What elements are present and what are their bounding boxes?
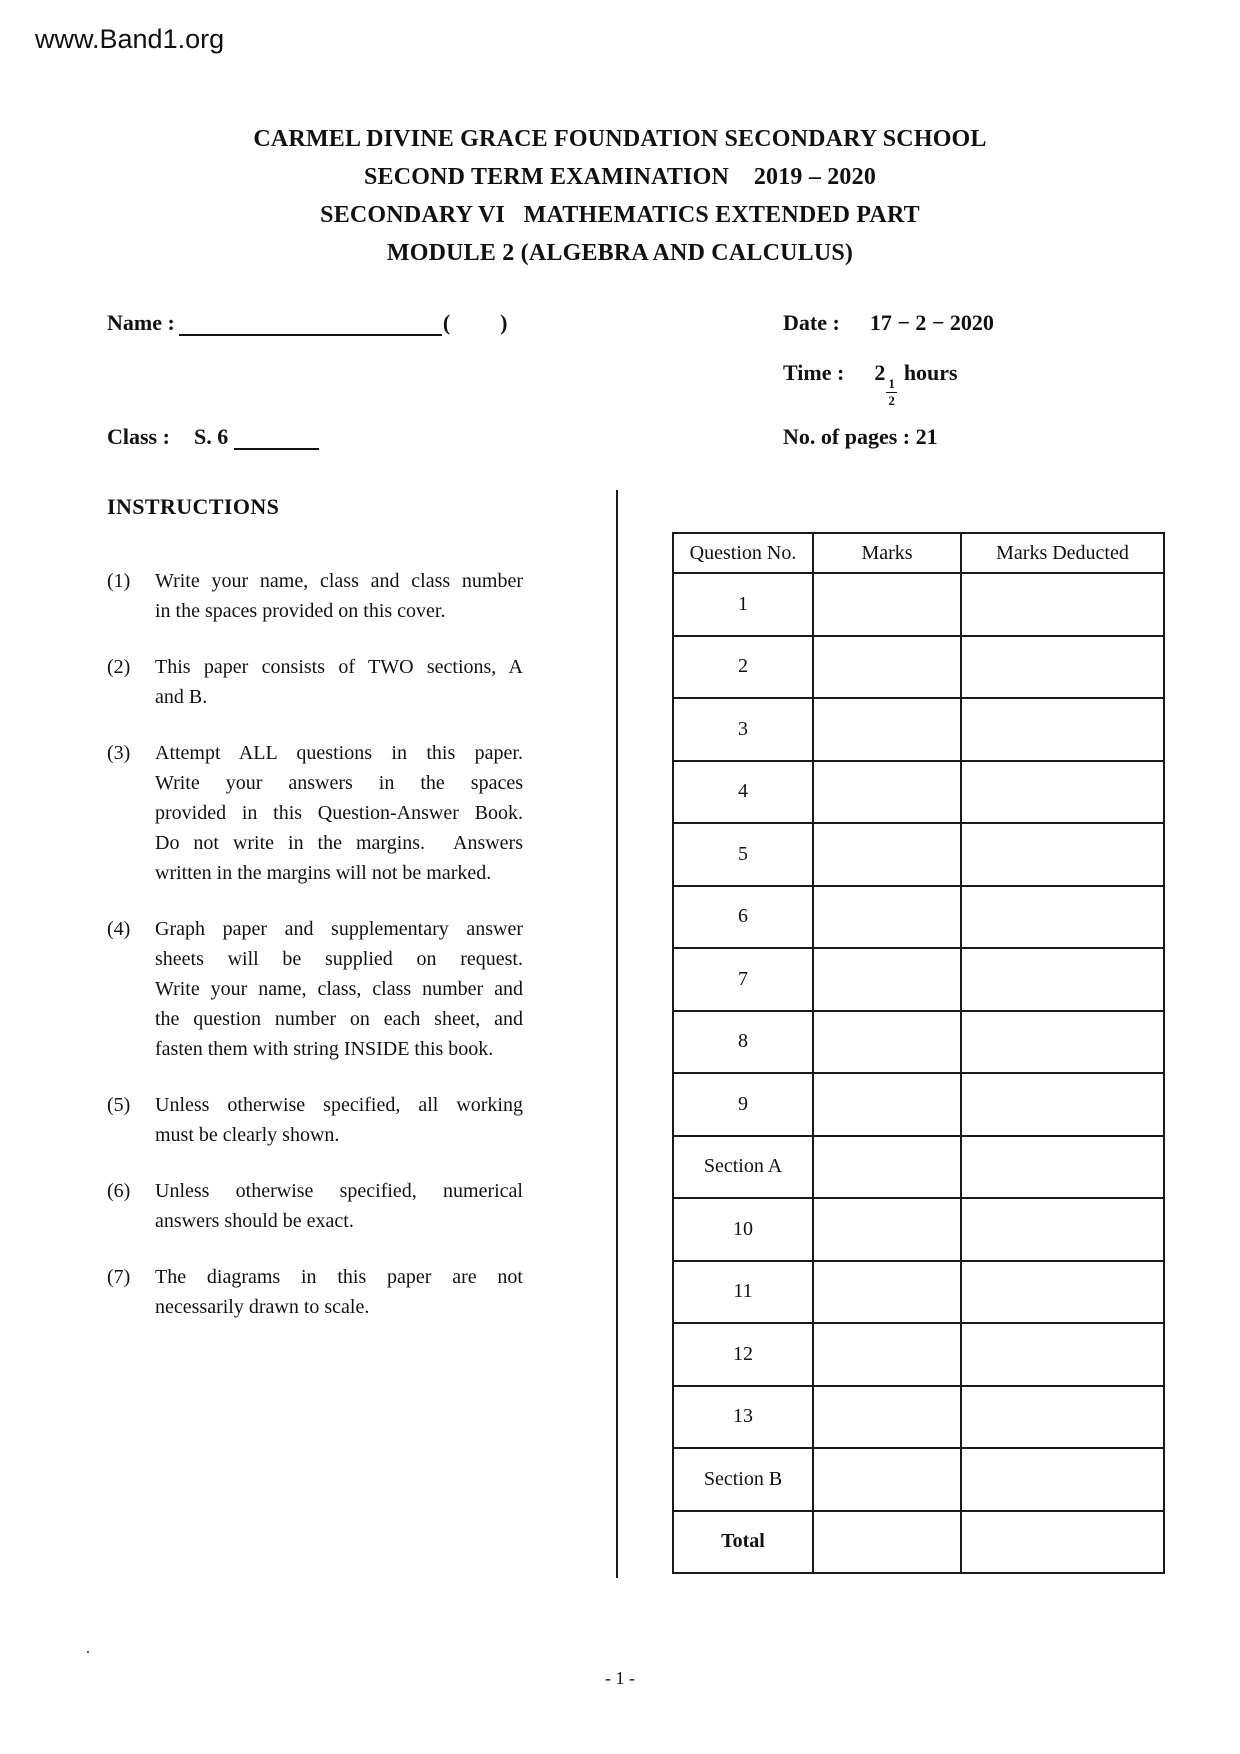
class-number-paren-open: ( — [442, 310, 451, 335]
instruction-item — [107, 566, 523, 626]
marks-deducted-cell — [961, 698, 1164, 761]
instruction-text-line: sheets will be supplied on request. — [155, 948, 523, 970]
instruction-text-line: necessarily drawn to scale. — [155, 1296, 370, 1318]
marks-cell — [813, 1261, 961, 1324]
vertical-divider — [616, 490, 618, 1578]
instruction-item — [107, 1176, 523, 1236]
module-line: MODULE 2 (ALGEBRA AND CALCULUS) — [386, 240, 854, 266]
marks-cell — [813, 1073, 961, 1136]
question-no-cell: 7 — [673, 948, 813, 1011]
time-unit: hours — [903, 360, 958, 385]
instruction-text — [155, 1176, 523, 1236]
marks-table-row — [673, 573, 1164, 636]
marks-deducted-header: Marks Deducted — [961, 533, 1164, 573]
question-no-cell: 6 — [673, 886, 813, 949]
marks-cell — [813, 573, 961, 636]
marks-cell — [813, 1136, 961, 1199]
instruction-text — [155, 566, 523, 626]
instruction-text-line: Graph paper and supplementary answer — [155, 918, 523, 940]
marks-header: Marks — [813, 533, 961, 573]
question-no-cell: 2 — [673, 636, 813, 699]
exam-term-line: SECOND TERM EXAMINATION 2019 – 2020 — [363, 164, 877, 190]
class-number-paren-close: ) — [500, 310, 508, 335]
marks-cell — [813, 948, 961, 1011]
marks-cell — [813, 761, 961, 824]
time-row — [783, 360, 958, 407]
marks-table-row — [673, 886, 1164, 949]
marks-cell — [813, 1198, 961, 1261]
watermark-url: www.Band1.org — [35, 24, 225, 54]
instruction-text-line: Attempt ALL questions in this paper. — [155, 742, 523, 764]
question-no-cell: 5 — [673, 823, 813, 886]
pages-row — [783, 424, 938, 450]
marks-table-row — [673, 1011, 1164, 1074]
pages-label: No. of pages : — [783, 424, 911, 449]
marks-table-row — [673, 1323, 1164, 1386]
instruction-number: (3) — [107, 742, 131, 764]
instruction-text — [155, 652, 523, 712]
stray-mark: . — [86, 1640, 90, 1657]
question-no-cell: Section A — [673, 1136, 813, 1199]
question-no-cell: 11 — [673, 1261, 813, 1324]
time-fraction-denominator: 2 — [888, 392, 895, 408]
marks-table-row — [673, 1511, 1164, 1574]
question-no-cell: 9 — [673, 1073, 813, 1136]
question-no-cell: 1 — [673, 573, 813, 636]
instruction-text-line: provided in this Question-Answer Book. — [155, 802, 523, 824]
marks-table-row — [673, 761, 1164, 824]
marks-table-row — [673, 1198, 1164, 1261]
date-label: Date : — [783, 310, 840, 335]
date-value: 17 − 2 − 2020 — [869, 310, 994, 335]
class-label: Class : — [107, 424, 170, 449]
instruction-text-line: fasten them with string INSIDE this book. — [155, 1038, 494, 1060]
title-block — [0, 120, 1240, 272]
instruction-item — [107, 914, 523, 1064]
marks-table-header-row — [673, 533, 1164, 573]
marks-table-row — [673, 698, 1164, 761]
time-whole-number: 2 — [874, 360, 886, 385]
marks-cell — [813, 1323, 961, 1386]
question-no-cell: 8 — [673, 1011, 813, 1074]
instruction-text-line: The diagrams in this paper are not — [155, 1266, 523, 1288]
class-value: S. 6 — [193, 424, 229, 449]
instruction-item — [107, 738, 523, 888]
marks-deducted-cell — [961, 948, 1164, 1011]
instruction-text — [155, 1090, 523, 1150]
instruction-text — [155, 914, 523, 1064]
instruction-item — [107, 1262, 523, 1322]
marks-deducted-cell — [961, 1511, 1164, 1574]
marks-deducted-cell — [961, 761, 1164, 824]
instruction-number: (1) — [107, 570, 131, 592]
instruction-item — [107, 1090, 523, 1150]
question-no-cell: 12 — [673, 1323, 813, 1386]
instruction-text-line: must be clearly shown. — [155, 1124, 340, 1146]
instruction-text-line: Write your name, class and class number — [155, 570, 523, 592]
instruction-text-line: Do not write in the margins. Answers — [155, 832, 523, 854]
time-fraction-numerator: 1 — [888, 376, 895, 391]
marks-deducted-cell — [961, 1448, 1164, 1511]
instruction-item — [107, 652, 523, 712]
marks-deducted-cell — [961, 823, 1164, 886]
marks-deducted-cell — [961, 1011, 1164, 1074]
instruction-text-line: and B. — [155, 686, 208, 708]
marks-deducted-cell — [961, 1198, 1164, 1261]
instruction-text-line: Unless otherwise specified, numerical — [155, 1180, 523, 1202]
marks-deducted-cell — [961, 636, 1164, 699]
question-no-cell: Total — [673, 1511, 813, 1574]
instruction-text — [155, 738, 523, 888]
question-no-cell: 13 — [673, 1386, 813, 1449]
pages-value: 21 — [915, 424, 938, 449]
marks-cell — [813, 1011, 961, 1074]
time-fraction — [886, 377, 897, 407]
marks-deducted-cell — [961, 886, 1164, 949]
instruction-number: (6) — [107, 1180, 131, 1202]
name-label: Name : — [107, 310, 175, 335]
marks-cell — [813, 1448, 961, 1511]
marks-cell — [813, 1386, 961, 1449]
marks-table-row — [673, 1261, 1164, 1324]
page-number: - 1 - — [605, 1668, 635, 1688]
marks-table-row — [673, 1136, 1164, 1199]
instruction-text-line: Write your answers in the spaces — [155, 772, 523, 794]
class-blank-line — [234, 424, 319, 450]
marks-table-row — [673, 823, 1164, 886]
marks-deducted-cell — [961, 1323, 1164, 1386]
question-no-cell: 4 — [673, 761, 813, 824]
question-no-cell: 3 — [673, 698, 813, 761]
marks-cell — [813, 636, 961, 699]
marks-table-row — [673, 1073, 1164, 1136]
question-no-cell: 10 — [673, 1198, 813, 1261]
marks-table-row — [673, 948, 1164, 1011]
school-name: CARMEL DIVINE GRACE FOUNDATION SECONDARY SCHOOL — [253, 126, 987, 152]
instruction-text-line: Unless otherwise specified, all working — [155, 1094, 523, 1116]
marks-table-row — [673, 636, 1164, 699]
marks-cell — [813, 886, 961, 949]
instruction-number: (2) — [107, 656, 131, 678]
instruction-text-line: Write your name, class, class number and — [155, 978, 523, 1000]
marks-cell — [813, 698, 961, 761]
marks-deducted-cell — [961, 573, 1164, 636]
question-no-cell: Section B — [673, 1448, 813, 1511]
instructions-list — [107, 566, 523, 1348]
instruction-text — [155, 1262, 523, 1322]
marks-deducted-cell — [961, 1386, 1164, 1449]
date-row — [783, 310, 994, 336]
instructions-heading: INSTRUCTIONS — [107, 494, 280, 519]
class-row — [107, 424, 319, 450]
instruction-number: (5) — [107, 1094, 131, 1116]
instruction-number: (4) — [107, 918, 131, 940]
marks-cell — [813, 823, 961, 886]
question-no-header: Question No. — [673, 533, 813, 573]
name-row — [107, 310, 507, 336]
marks-table-body — [673, 573, 1164, 1573]
instruction-text-line: the question number on each sheet, and — [155, 1008, 523, 1030]
marks-table — [672, 532, 1165, 1574]
instruction-text-line: answers should be exact. — [155, 1210, 354, 1232]
marks-cell — [813, 1511, 961, 1574]
marks-table-row — [673, 1386, 1164, 1449]
instruction-number: (7) — [107, 1266, 131, 1288]
marks-deducted-cell — [961, 1136, 1164, 1199]
subject-line: SECONDARY VI MATHEMATICS EXTENDED PART — [320, 202, 920, 228]
marks-deducted-cell — [961, 1261, 1164, 1324]
marks-table-row — [673, 1448, 1164, 1511]
time-label: Time : — [783, 360, 845, 385]
instruction-text-line: written in the margins will not be marked. — [155, 862, 492, 884]
marks-deducted-cell — [961, 1073, 1164, 1136]
name-blank-line — [179, 310, 442, 336]
instruction-text-line: This paper consists of TWO sections, A — [155, 656, 523, 678]
instruction-text-line: in the spaces provided on this cover. — [155, 600, 446, 622]
